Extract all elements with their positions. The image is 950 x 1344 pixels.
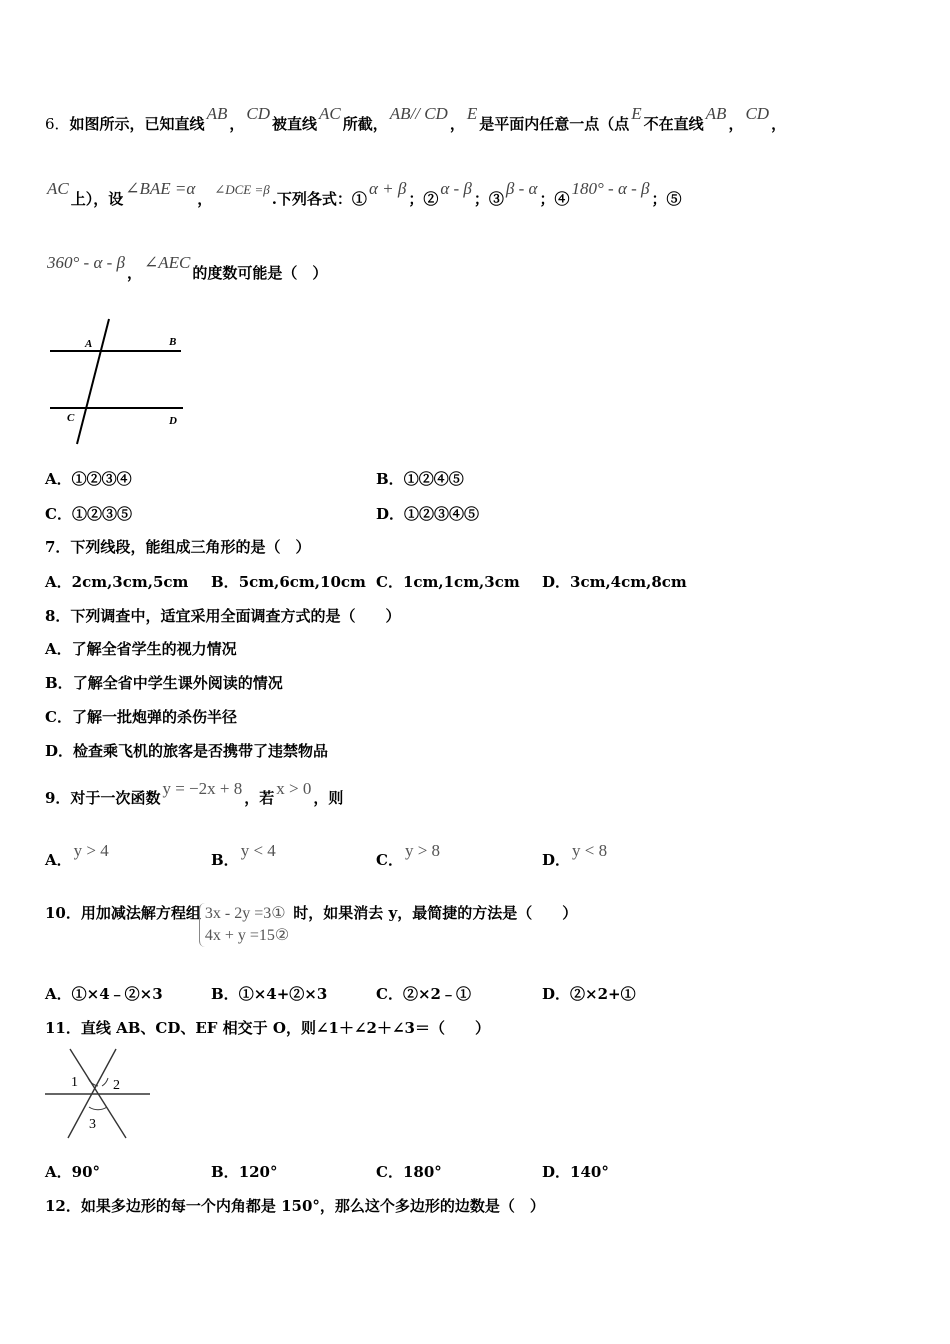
point-d-label: D	[169, 415, 177, 427]
q8-option-a[interactable]: A．了解全省学生的视力情况	[45, 640, 237, 658]
q10-option-b[interactable]: B．①×4+②×3	[211, 985, 328, 1003]
q7-option-d[interactable]: D．3cm,4cm,8cm	[542, 573, 687, 591]
q10-option-a[interactable]: A．①×4﹣②×3	[45, 985, 163, 1003]
angle-1-label: 1	[71, 1075, 78, 1090]
q6-option-b[interactable]: B．①②④⑤	[376, 470, 464, 488]
q7-option-a[interactable]: A．2cm,3cm,5cm	[45, 573, 189, 591]
q11-option-c[interactable]: C．180°	[376, 1163, 442, 1181]
q6-line3: 360° - α - β，∠AEC的度数可能是（ ）	[47, 253, 328, 282]
q6-option-c[interactable]: C．①②③⑤	[45, 505, 132, 523]
q9-option-a[interactable]: A． y > 4	[45, 841, 109, 869]
q8-option-b[interactable]: B．了解全省中学生课外阅读的情况	[45, 674, 283, 692]
q8-option-d[interactable]: D．检查乘飞机的旅客是否携带了违禁物品	[45, 742, 329, 760]
q11-option-d[interactable]: D．140°	[542, 1163, 609, 1181]
q10-option-c[interactable]: C．②×2﹣①	[376, 985, 471, 1003]
q9-text: 9．对于一次函数 y = −2x + 8 ，若 x > 0 ，则	[45, 779, 344, 807]
equation-system	[205, 903, 289, 947]
q9-option-b[interactable]: B． y < 4	[211, 841, 276, 869]
q9-option-d[interactable]: D． y < 8	[542, 841, 608, 869]
angle-2-label: 2	[113, 1078, 120, 1093]
q6-line1: 6．如图所示，已知直线AB，CD被直线AC所截，AB// CD，E是平面内任意一点（点E不在直线AB，CD，	[45, 104, 787, 133]
q6-option-d[interactable]: D．①②③④⑤	[376, 505, 480, 523]
point-a-label: A	[85, 338, 93, 350]
q9-option-c[interactable]: C． y > 8	[376, 841, 441, 869]
q12-text: 12．如果多边形的每一个内角都是 150°，那么这个多边形的边数是（ ）	[45, 1197, 545, 1215]
q7-text: 7．下列线段，能组成三角形的是（ ）	[45, 538, 311, 556]
q11-text: 11．直线 AB、CD、EF 相交于 O，则∠1＋∠2＋∠3＝（ ）	[45, 1019, 490, 1037]
equation-2: 4x + y =15②	[204, 927, 290, 944]
q7-option-b[interactable]: B．5cm,6cm,10cm	[211, 573, 366, 591]
point-c-label: C	[67, 412, 75, 424]
point-b-label: B	[169, 336, 177, 348]
q10-option-d[interactable]: D．②×2+①	[542, 985, 636, 1003]
angle-3-label: 3	[89, 1117, 96, 1132]
equation-1: 3x - 2y =3①	[204, 905, 286, 922]
q7-option-c[interactable]: C．1cm,1cm,3cm	[376, 573, 520, 591]
q11-intersecting-lines-figure	[44, 1046, 154, 1142]
q8-text: 8．下列调查中，适宜采用全面调查方式的是（ ）	[45, 607, 401, 625]
q8-option-c[interactable]: C．了解一批炮弹的杀伤半径	[45, 708, 237, 726]
q11-option-b[interactable]: B．120°	[211, 1163, 278, 1181]
q6-line2: AC上），设∠BAE =α，∠DCE =β.下列各式：①α + β；②α - β；③β - α；④180° - α - β；⑤	[47, 179, 682, 208]
q6-parallel-lines-figure	[45, 316, 190, 451]
q11-option-a[interactable]: A．90°	[45, 1163, 101, 1181]
q6-option-a[interactable]: A．①②③④	[45, 470, 132, 488]
q10-text: 10．用加减法解方程组 3x - 2y =3① 4x + y =15② 时，如果消去 y，最简捷的方法是（ ）	[45, 903, 577, 947]
